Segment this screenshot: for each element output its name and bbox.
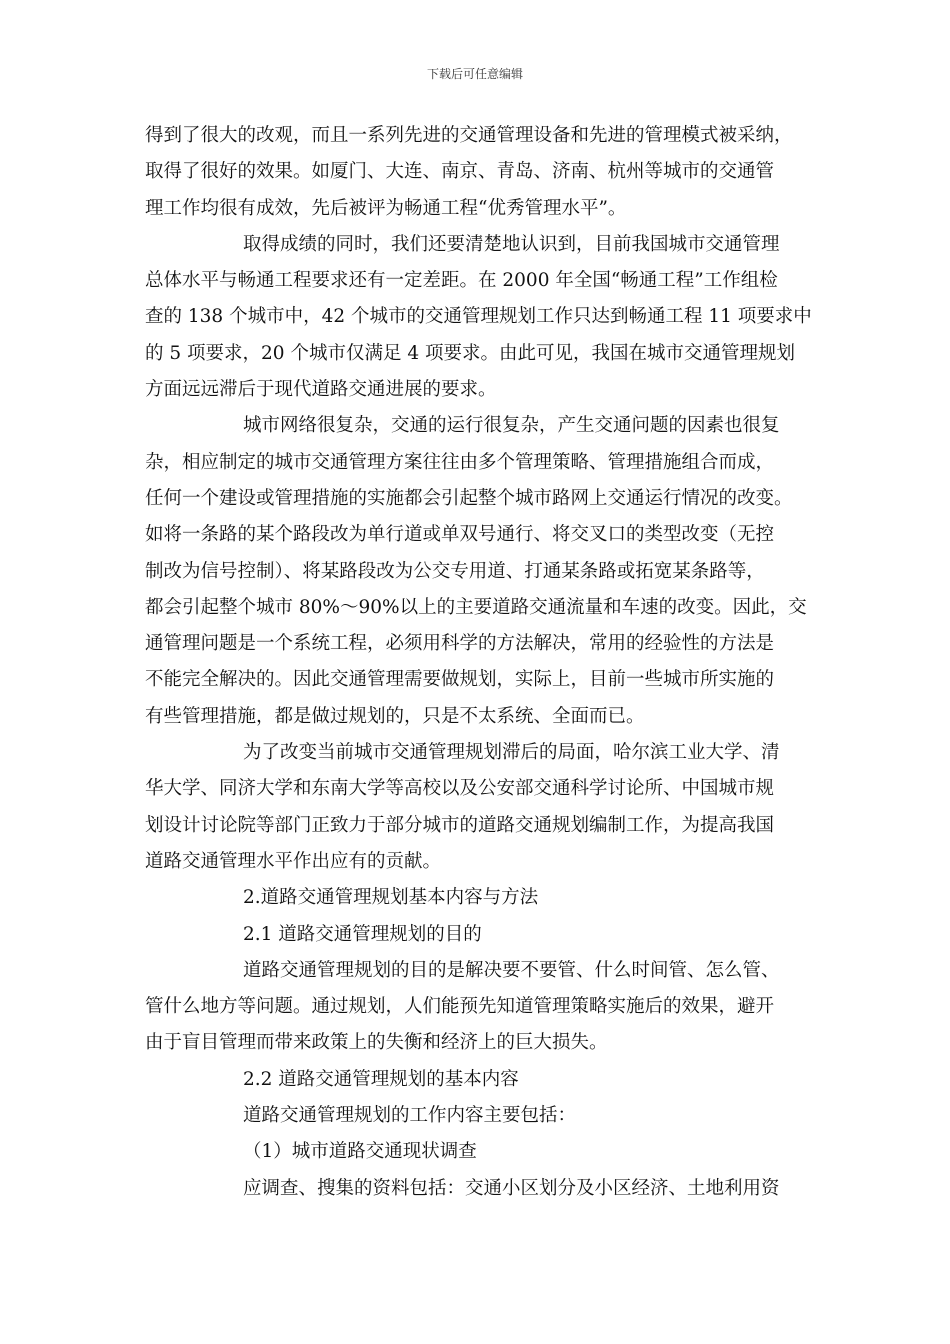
subsection-heading: 2.1 道路交通管理规划的目的 [243,923,482,945]
text-line: 任何一个建设或管理措施的实施都会引起整个城市路网上交通运行情况的改变。 [145,487,793,509]
text-line: 管什么地方等问题。通过规划，人们能预先知道管理策略实施后的效果，避开 [145,996,775,1018]
text-line: 通管理问题是一个系统工程，必须用科学的方法解决，常用的经验性的方法是 [145,633,775,655]
page-header: 下载后可任意编辑 [426,67,523,81]
text-line: 由于盲目管理而带来政策上的失衡和经济上的巨大损失。 [145,1032,608,1054]
text-line: 城市网络很复杂，交通的运行很复杂，产生交通问题的因素也很复 [243,415,780,437]
text-line: 划设计讨论院等部门正致力于部分城市的道路交通规划编制工作，为提高我国 [145,814,775,836]
text-line: 取得了很好的效果。如厦门、大连、南京、青岛、济南、杭州等城市的交通管 [145,161,775,183]
document-body [145,118,815,1207]
subsection-heading: 2.2 道路交通管理规划的基本内容 [243,1068,519,1090]
text-line: 不能完全解决的。因此交通管理需要做规划，实际上，目前一些城市所实施的 [145,669,775,691]
text-line: 方面远远滞后于现代道路交通进展的要求。 [145,379,497,401]
text-line: 的 5 项要求，20 个城市仅满足 4 项要求。由此可见，我国在城市交通管理规划 [145,342,795,364]
text-line: 应调查、搜集的资料包括：交通小区划分及小区经济、土地利用资 [243,1177,780,1199]
text-line: 得到了很大的改观，而且一系列先进的交通管理设备和先进的管理模式被采纳， [145,125,793,146]
text-line: 查的 138 个城市中，42 个城市的交通管理规划工作只达到畅通工程 11 项要求中 [145,306,812,328]
text-line: 杂，相应制定的城市交通管理方案往往由多个管理策略、管理措施组合而成， [145,451,775,473]
text-line: 总体水平与畅通工程要求还有一定差距。在 2000 年全国“畅通工程”工作组检 [145,270,778,292]
section-heading: 2.道路交通管理规划基本内容与方法 [243,887,539,909]
text-line: 制改为信号控制）、将某路段改为公交专用道、打通某条路或拓宽某条路等， [145,560,765,582]
text-line: 道路交通管理规划的目的是解决要不要管、什么时间管、怎么管、 [243,959,780,981]
text-line: 都会引起整个城市 80%～90%以上的主要道路交通流量和车速的改变。因此，交 [145,596,807,618]
text-line: 理工作均很有成效，先后被评为畅通工程“优秀管理水平”。 [145,197,627,219]
text-line: 有些管理措施，都是做过规划的，只是不太系统、全面而已。 [145,705,645,727]
text-line: 如将一条路的某个路段改为单行道或单双号通行、将交叉口的类型改变（无控 [145,524,775,546]
text-line: 华大学、同济大学和东南大学等高校以及公安部交通科学讨论所、中国城市规 [145,778,775,800]
text-line: 为了改变当前城市交通管理规划滞后的局面，哈尔滨工业大学、清 [243,742,780,764]
list-item-heading: （1）城市道路交通现状调查 [243,1141,477,1163]
text-line: 道路交通管理水平作出应有的贡献。 [145,850,442,872]
text-line: 取得成绩的同时，我们还要清楚地认识到，目前我国城市交通管理 [243,233,780,255]
text-line: 道路交通管理规划的工作内容主要包括： [243,1105,577,1127]
